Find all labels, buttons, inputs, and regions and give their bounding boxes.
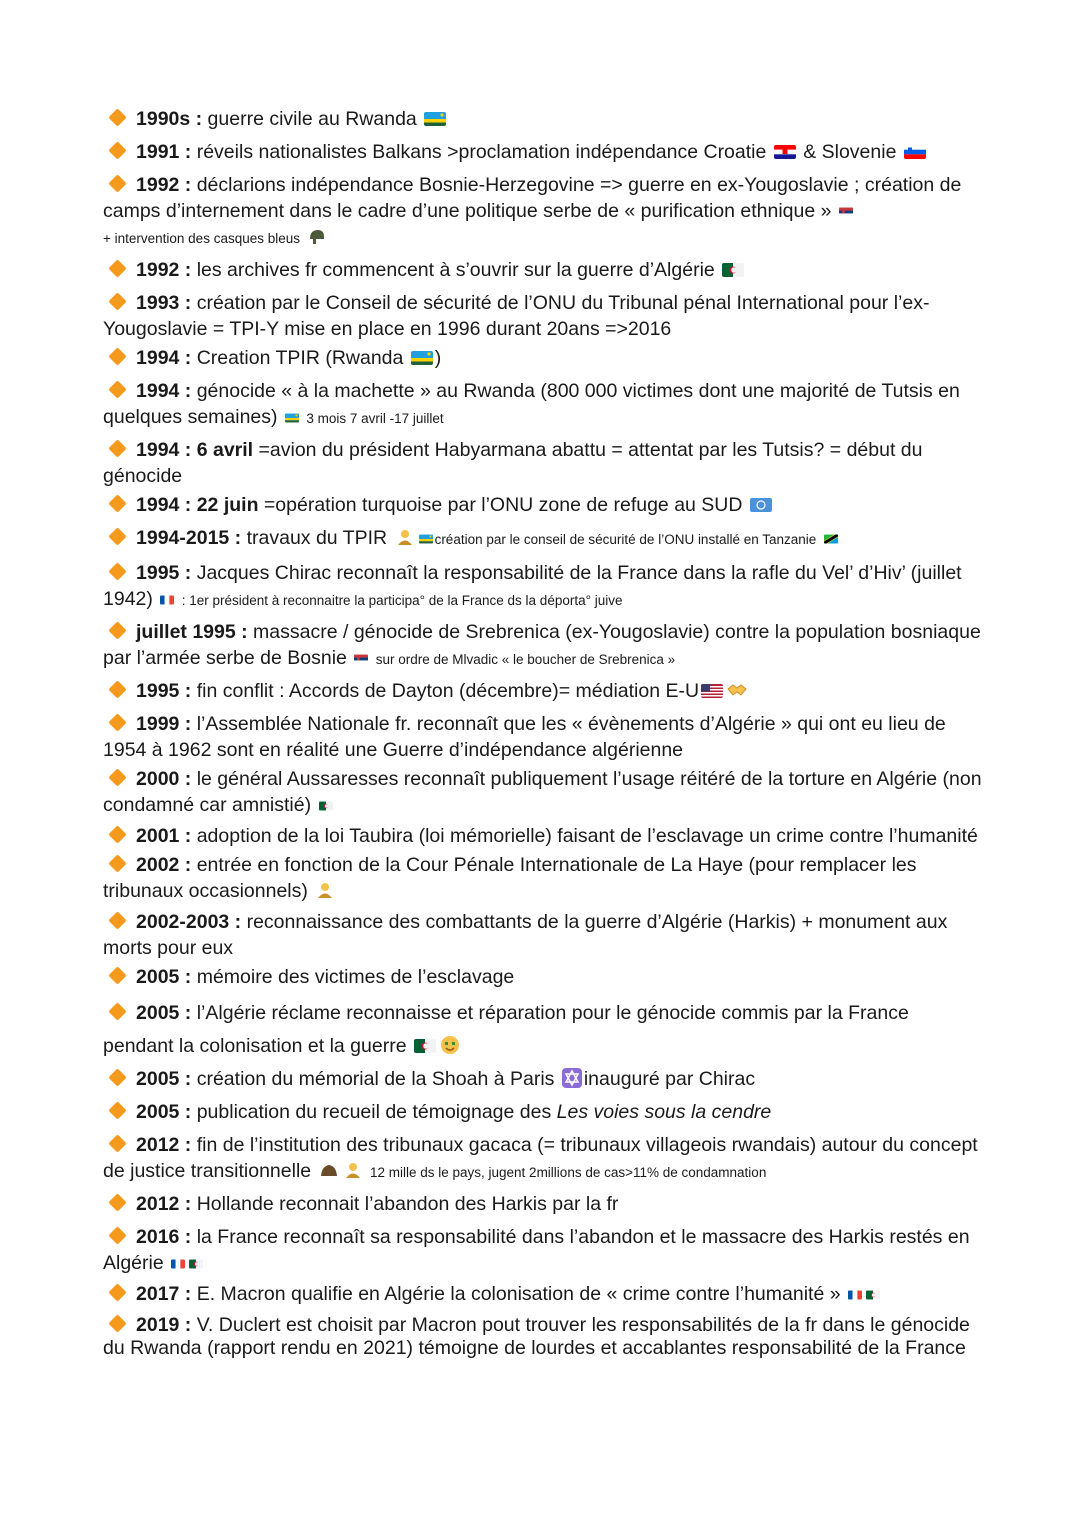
diamond-bullet-icon (108, 1314, 126, 1332)
diamond-bullet-icon (108, 1226, 126, 1244)
rwanda-flag-icon (424, 112, 446, 126)
timeline-entry: 2002-2003 : reconnaissance des combattants de la guerre d’Algérie (Harkis) + monument aux morts pour eux (103, 911, 948, 959)
timeline-entry: 1990s : guerre civile au Rwanda (103, 106, 983, 132)
rwanda-flag-icon (419, 534, 433, 544)
france-flag-icon (848, 1290, 862, 1300)
algeria-flag-icon (866, 1290, 880, 1300)
diamond-bullet-icon (108, 825, 126, 843)
algeria-flag-icon (319, 801, 333, 811)
diamond-bullet-icon (108, 1101, 126, 1119)
slovenia-flag-icon (904, 145, 926, 159)
judge-icon (343, 1160, 363, 1180)
diamond-bullet-icon (108, 768, 126, 786)
diamond-bullet-icon (108, 108, 126, 126)
timeline-entry: 2016 : la France reconnaît sa responsabilité dans l’abandon et le massacre des Harkis restés en Algérie (103, 1226, 970, 1274)
timeline-entry: 1992 : déclarions indépendance Bosnie-Herzegovine => guerre en ex-Yougoslavie ; création de camps d’internement dans le cadre d’une politique serbe de « purification ethnique » + intervention des casques bleus (103, 174, 962, 246)
timeline-entry: 1994 : 22 juin =opération turquoise par l’ONU zone de refuge au SUD (103, 492, 983, 518)
rock-icon (319, 1160, 339, 1180)
timeline-entry: 1995 : fin conflit : Accords de Dayton (décembre)= médiation E-U (103, 678, 983, 704)
diamond-bullet-icon (108, 680, 126, 698)
diamond-bullet-icon (108, 562, 126, 580)
handshake-icon (727, 680, 747, 700)
united-nations-flag-icon (750, 498, 772, 512)
judge-icon (315, 880, 335, 900)
timeline-entry: 2002 : entrée en fonction de la Cour Pénale Internationale de La Haye (pour remplacer les tribunaux occasionnels) (103, 854, 917, 902)
rwanda-flag-icon (285, 413, 299, 423)
timeline-entry: 2017 : E. Macron qualifie en Algérie la colonisation de « crime contre l’humanité » (103, 1281, 983, 1307)
timeline-entry: 1994-2015 : travaux du TPIR création par le conseil de sécurité de l’ONU installé en Tanzanie (103, 525, 983, 553)
timeline-entry: 2012 : Hollande reconnait l’abandon des Harkis par la fr (103, 1191, 983, 1217)
serbia-flag-icon (354, 654, 368, 664)
timeline-page (103, 106, 983, 1360)
timeline-entry: 2019 : V. Duclert est choisit par Macron pout trouver les responsabilités de la fr dans le génocide du Rwanda (rapport rendu en 2021) témoigne de lourdes et accablantes responsabilité de la France (103, 1314, 970, 1359)
diamond-bullet-icon (108, 911, 126, 929)
france-flag-icon (171, 1259, 185, 1269)
diamond-bullet-icon (108, 527, 126, 545)
timeline-entry: 2000 : le général Aussaresses reconnaît publiquement l’usage réitéré de la torture en Algérie (non condamné car amnistié) (103, 768, 982, 816)
usa-flag-icon (701, 684, 723, 698)
timeline-entry: 2005 : l’Algérie réclame reconnaisse et réparation pour le génocide commis par la France pendant la colonisation et la guerre (103, 1002, 909, 1057)
timeline-entry: 1993 : création par le Conseil de sécurité de l’ONU du Tribunal pénal International pour l’ex-Yougoslavie = TPI-Y mise en place en 1996 durant 20ans =>2016 (103, 292, 930, 340)
diamond-bullet-icon (108, 1134, 126, 1152)
timeline-entry: 1992 : les archives fr commencent à s’ouvrir sur la guerre d’Algérie (103, 257, 983, 283)
timeline-entry: 2005 : création du mémorial de la Shoah à Paris inauguré par Chirac (103, 1066, 983, 1092)
diamond-bullet-icon (108, 621, 126, 639)
timeline-entry: 2005 : mémoire des victimes de l’esclavage (103, 964, 983, 990)
diamond-bullet-icon (108, 259, 126, 277)
timeline-entry: 2001 : adoption de la loi Taubira (loi mémorielle) faisant de l’esclavage un crime contre l’humanité (103, 823, 983, 849)
diamond-bullet-icon (108, 380, 126, 398)
france-flag-icon (160, 595, 174, 605)
diamond-bullet-icon (108, 174, 126, 192)
diamond-bullet-icon (108, 966, 126, 984)
timeline-entry: 2005 : publication du recueil de témoignage des Les voies sous la cendre (103, 1099, 983, 1125)
money-face-icon (440, 1035, 460, 1055)
diamond-bullet-icon (108, 1068, 126, 1086)
timeline-entry: 1994 : génocide « à la machette » au Rwanda (800 000 victimes dont une majorité de Tutsis en quelques semaines) 3 mois 7 avril -17 juillet (103, 380, 960, 428)
algeria-flag-icon (189, 1259, 203, 1269)
star-of-david-icon (562, 1068, 582, 1088)
timeline-entry: 1995 : Jacques Chirac reconnaît la responsabilité de la France dans la rafle du Vel’ d’Hiv’ (juillet 1942) : 1er président à reconnaitre la participa° de la France ds la déporta° juive (103, 562, 962, 610)
diamond-bullet-icon (108, 141, 126, 159)
croatia-flag-icon (774, 145, 796, 159)
diamond-bullet-icon (108, 494, 126, 512)
timeline-entry: 1994 : Creation TPIR (Rwanda ) (103, 345, 983, 371)
algeria-flag-icon (414, 1039, 436, 1053)
diamond-bullet-icon (108, 292, 126, 310)
timeline-entry: juillet 1995 : massacre / génocide de Srebrenica (ex-Yougoslavie) contre la population bosniaque par l’armée serbe de Bosnie sur ordre de Mlvadic « le boucher de Srebrenica » (103, 621, 981, 669)
diamond-bullet-icon (108, 1002, 126, 1020)
judge-icon (395, 527, 415, 547)
timeline-entry: 1991 : réveils nationalistes Balkans >proclamation indépendance Croatie & Slovenie (103, 139, 983, 165)
diamond-bullet-icon (108, 854, 126, 872)
diamond-bullet-icon (108, 1193, 126, 1211)
timeline-entry: 1999 : l’Assemblée Nationale fr. reconnaît que les « évènements d’Algérie » qui ont eu lieu de 1954 à 1962 sont en réalité une Guerre d’indépendance algérienne (103, 713, 946, 761)
diamond-bullet-icon (108, 347, 126, 365)
diamond-bullet-icon (108, 713, 126, 731)
serbia-flag-icon (839, 207, 853, 217)
timeline-entry: 1994 : 6 avril =avion du président Habyarmana abattu = attentat par les Tutsis? = début du génocide (103, 439, 923, 487)
timeline-entry: 2012 : fin de l’institution des tribunaux gacaca (= tribunaux villageois rwandais) autour du concept de justice transitionnelle 12 mille ds le pays, jugent 2millions de cas>11% de condamnation (103, 1134, 978, 1182)
tanzania-flag-icon (824, 534, 838, 544)
diamond-bullet-icon (108, 439, 126, 457)
helmet-icon (307, 226, 327, 246)
algeria-flag-icon (722, 263, 744, 277)
rwanda-flag-icon (411, 351, 433, 365)
diamond-bullet-icon (108, 1283, 126, 1301)
